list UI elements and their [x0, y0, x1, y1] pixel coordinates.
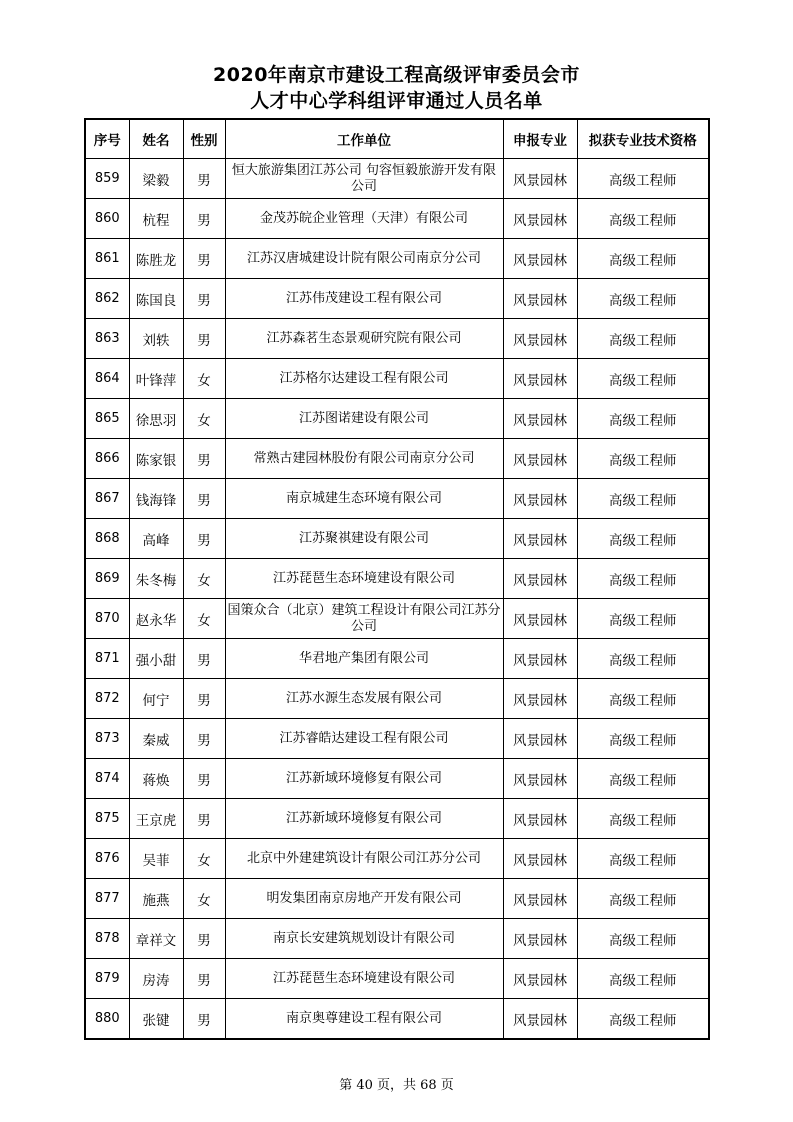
row-qualification-cell: 高级工程师: [577, 439, 709, 479]
row-major-cell: 风景园林: [503, 319, 577, 359]
row-no-cell: 871: [85, 639, 129, 679]
row-gender-cell: 女: [183, 599, 225, 639]
table-row: [85, 879, 709, 919]
row-qualification-cell: 高级工程师: [577, 639, 709, 679]
row-name-cell: 章祥文: [129, 919, 183, 959]
row-gender-cell: 男: [183, 519, 225, 559]
row-unit-cell: 常熟古建园林股份有限公司南京分公司: [225, 439, 503, 479]
row-no-cell: 866: [85, 439, 129, 479]
row-qualification-cell: 高级工程师: [577, 679, 709, 719]
row-name-cell: 陈胜龙: [129, 239, 183, 279]
row-no-cell: 880: [85, 999, 129, 1040]
row-name-cell: 赵永华: [129, 599, 183, 639]
row-major-cell: 风景园林: [503, 279, 577, 319]
row-unit-cell: 江苏格尔达建设工程有限公司: [225, 359, 503, 399]
row-gender-cell: 男: [183, 759, 225, 799]
row-qualification-cell: 高级工程师: [577, 399, 709, 439]
row-no-cell: 874: [85, 759, 129, 799]
row-unit-cell: 金茂苏皖企业管理（天津）有限公司: [225, 199, 503, 239]
row-gender-cell: 男: [183, 439, 225, 479]
row-no-cell: 867: [85, 479, 129, 519]
row-qualification-cell: 高级工程师: [577, 999, 709, 1040]
row-gender-cell: 男: [183, 999, 225, 1040]
row-name-cell: 施燕: [129, 879, 183, 919]
row-unit-cell: 国策众合（北京）建筑工程设计有限公司江苏分公司: [225, 599, 503, 639]
row-name-cell: 徐思羽: [129, 399, 183, 439]
row-qualification-cell: 高级工程师: [577, 959, 709, 999]
row-major-cell: 风景园林: [503, 439, 577, 479]
row-name-cell: 张键: [129, 999, 183, 1040]
row-major-cell: 风景园林: [503, 599, 577, 639]
table-row: [85, 639, 709, 679]
row-gender-cell: 女: [183, 559, 225, 599]
row-qualification-cell: 高级工程师: [577, 319, 709, 359]
row-gender-cell: 男: [183, 319, 225, 359]
table-row: [85, 399, 709, 439]
row-unit-cell: 江苏新域环境修复有限公司: [225, 799, 503, 839]
row-unit-cell: 江苏水源生态发展有限公司: [225, 679, 503, 719]
row-no-cell: 861: [85, 239, 129, 279]
row-gender-cell: 男: [183, 719, 225, 759]
row-name-cell: 叶锋萍: [129, 359, 183, 399]
row-unit-cell: 江苏伟茂建设工程有限公司: [225, 279, 503, 319]
column-header-unit: 工作单位: [225, 119, 503, 159]
table-row: [85, 239, 709, 279]
row-no-cell: 869: [85, 559, 129, 599]
row-gender-cell: 男: [183, 639, 225, 679]
row-gender-cell: 男: [183, 159, 225, 199]
row-unit-cell: 江苏图诺建设有限公司: [225, 399, 503, 439]
row-name-cell: 朱冬梅: [129, 559, 183, 599]
row-no-cell: 872: [85, 679, 129, 719]
row-unit-cell: 北京中外建建筑设计有限公司江苏分公司: [225, 839, 503, 879]
column-header-qualification: 拟获专业技术资格: [577, 119, 709, 159]
row-name-cell: 何宁: [129, 679, 183, 719]
row-name-cell: 梁毅: [129, 159, 183, 199]
row-qualification-cell: 高级工程师: [577, 839, 709, 879]
row-gender-cell: 男: [183, 199, 225, 239]
row-gender-cell: 男: [183, 239, 225, 279]
row-qualification-cell: 高级工程师: [577, 479, 709, 519]
row-unit-cell: 南京城建生态环境有限公司: [225, 479, 503, 519]
document-title-line-1: 2020年南京市建设工程高级评审委员会市: [213, 64, 580, 86]
row-gender-cell: 女: [183, 399, 225, 439]
row-name-cell: 蒋焕: [129, 759, 183, 799]
table-row: [85, 599, 709, 639]
row-major-cell: 风景园林: [503, 879, 577, 919]
row-qualification-cell: 高级工程师: [577, 759, 709, 799]
row-gender-cell: 男: [183, 959, 225, 999]
row-qualification-cell: 高级工程师: [577, 719, 709, 759]
table-row: [85, 559, 709, 599]
row-unit-cell: 江苏汉唐城建设计院有限公司南京分公司: [225, 239, 503, 279]
table-body: [85, 159, 709, 1040]
row-major-cell: 风景园林: [503, 479, 577, 519]
row-qualification-cell: 高级工程师: [577, 199, 709, 239]
row-qualification-cell: 高级工程师: [577, 799, 709, 839]
row-gender-cell: 女: [183, 359, 225, 399]
row-qualification-cell: 高级工程师: [577, 359, 709, 399]
table-row: [85, 679, 709, 719]
row-major-cell: 风景园林: [503, 199, 577, 239]
document-title-line-2: 人才中心学科组评审通过人员名单: [250, 90, 543, 112]
row-unit-cell: 江苏森茗生态景观研究院有限公司: [225, 319, 503, 359]
row-no-cell: 865: [85, 399, 129, 439]
row-gender-cell: 女: [183, 879, 225, 919]
row-name-cell: 陈国良: [129, 279, 183, 319]
row-major-cell: 风景园林: [503, 359, 577, 399]
row-no-cell: 876: [85, 839, 129, 879]
table-row: [85, 999, 709, 1040]
row-qualification-cell: 高级工程师: [577, 239, 709, 279]
table-row: [85, 319, 709, 359]
row-no-cell: 868: [85, 519, 129, 559]
row-unit-cell: 江苏新域环境修复有限公司: [225, 759, 503, 799]
row-major-cell: 风景园林: [503, 919, 577, 959]
row-major-cell: 风景园林: [503, 399, 577, 439]
row-unit-cell: 明发集团南京房地产开发有限公司: [225, 879, 503, 919]
row-name-cell: 房涛: [129, 959, 183, 999]
row-major-cell: 风景园林: [503, 639, 577, 679]
page-footer: 第 40 页，共 68 页: [339, 1078, 454, 1093]
row-major-cell: 风景园林: [503, 159, 577, 199]
row-gender-cell: 男: [183, 799, 225, 839]
column-header-gender: 性别: [183, 119, 225, 159]
row-name-cell: 高峰: [129, 519, 183, 559]
row-name-cell: 秦威: [129, 719, 183, 759]
row-unit-cell: 江苏聚祺建设有限公司: [225, 519, 503, 559]
table-header-row: [85, 119, 709, 159]
column-header-major: 申报专业: [503, 119, 577, 159]
row-gender-cell: 男: [183, 919, 225, 959]
row-major-cell: 风景园林: [503, 239, 577, 279]
column-header-no: 序号: [85, 119, 129, 159]
row-gender-cell: 男: [183, 279, 225, 319]
table-row: [85, 719, 709, 759]
row-gender-cell: 女: [183, 839, 225, 879]
row-major-cell: 风景园林: [503, 519, 577, 559]
row-gender-cell: 男: [183, 679, 225, 719]
table-row: [85, 519, 709, 559]
row-unit-cell: 江苏睿皓达建设工程有限公司: [225, 719, 503, 759]
row-no-cell: 873: [85, 719, 129, 759]
row-major-cell: 风景园林: [503, 799, 577, 839]
row-name-cell: 刘轶: [129, 319, 183, 359]
table-row: [85, 479, 709, 519]
table-row: [85, 439, 709, 479]
row-no-cell: 860: [85, 199, 129, 239]
row-no-cell: 879: [85, 959, 129, 999]
table-row: [85, 799, 709, 839]
row-unit-cell: 南京长安建筑规划设计有限公司: [225, 919, 503, 959]
table-row: [85, 759, 709, 799]
row-name-cell: 杭程: [129, 199, 183, 239]
row-qualification-cell: 高级工程师: [577, 519, 709, 559]
row-name-cell: 钱海锋: [129, 479, 183, 519]
table-row: [85, 159, 709, 199]
table-row: [85, 919, 709, 959]
row-unit-cell: 华君地产集团有限公司: [225, 639, 503, 679]
row-name-cell: 吴菲: [129, 839, 183, 879]
row-no-cell: 870: [85, 599, 129, 639]
row-major-cell: 风景园林: [503, 719, 577, 759]
row-qualification-cell: 高级工程师: [577, 559, 709, 599]
table-row: [85, 199, 709, 239]
row-qualification-cell: 高级工程师: [577, 159, 709, 199]
roster-table: [84, 118, 710, 1040]
column-header-name: 姓名: [129, 119, 183, 159]
table-row: [85, 959, 709, 999]
row-major-cell: 风景园林: [503, 559, 577, 599]
row-unit-cell: 恒大旅游集团江苏公司 句容恒毅旅游开发有限公司: [225, 159, 503, 199]
row-major-cell: 风景园林: [503, 759, 577, 799]
row-major-cell: 风景园林: [503, 999, 577, 1040]
row-name-cell: 强小甜: [129, 639, 183, 679]
row-qualification-cell: 高级工程师: [577, 919, 709, 959]
table-row: [85, 839, 709, 879]
row-qualification-cell: 高级工程师: [577, 879, 709, 919]
row-major-cell: 风景园林: [503, 679, 577, 719]
row-no-cell: 863: [85, 319, 129, 359]
row-major-cell: 风景园林: [503, 959, 577, 999]
row-name-cell: 陈家银: [129, 439, 183, 479]
row-no-cell: 878: [85, 919, 129, 959]
row-qualification-cell: 高级工程师: [577, 279, 709, 319]
row-unit-cell: 江苏琵琶生态环境建设有限公司: [225, 959, 503, 999]
row-no-cell: 859: [85, 159, 129, 199]
row-gender-cell: 男: [183, 479, 225, 519]
row-unit-cell: 江苏琵琶生态环境建设有限公司: [225, 559, 503, 599]
row-no-cell: 877: [85, 879, 129, 919]
row-major-cell: 风景园林: [503, 839, 577, 879]
row-qualification-cell: 高级工程师: [577, 599, 709, 639]
row-no-cell: 875: [85, 799, 129, 839]
row-no-cell: 862: [85, 279, 129, 319]
row-unit-cell: 南京奥尊建设工程有限公司: [225, 999, 503, 1040]
row-no-cell: 864: [85, 359, 129, 399]
row-name-cell: 王京虎: [129, 799, 183, 839]
table-row: [85, 279, 709, 319]
table-row: [85, 359, 709, 399]
